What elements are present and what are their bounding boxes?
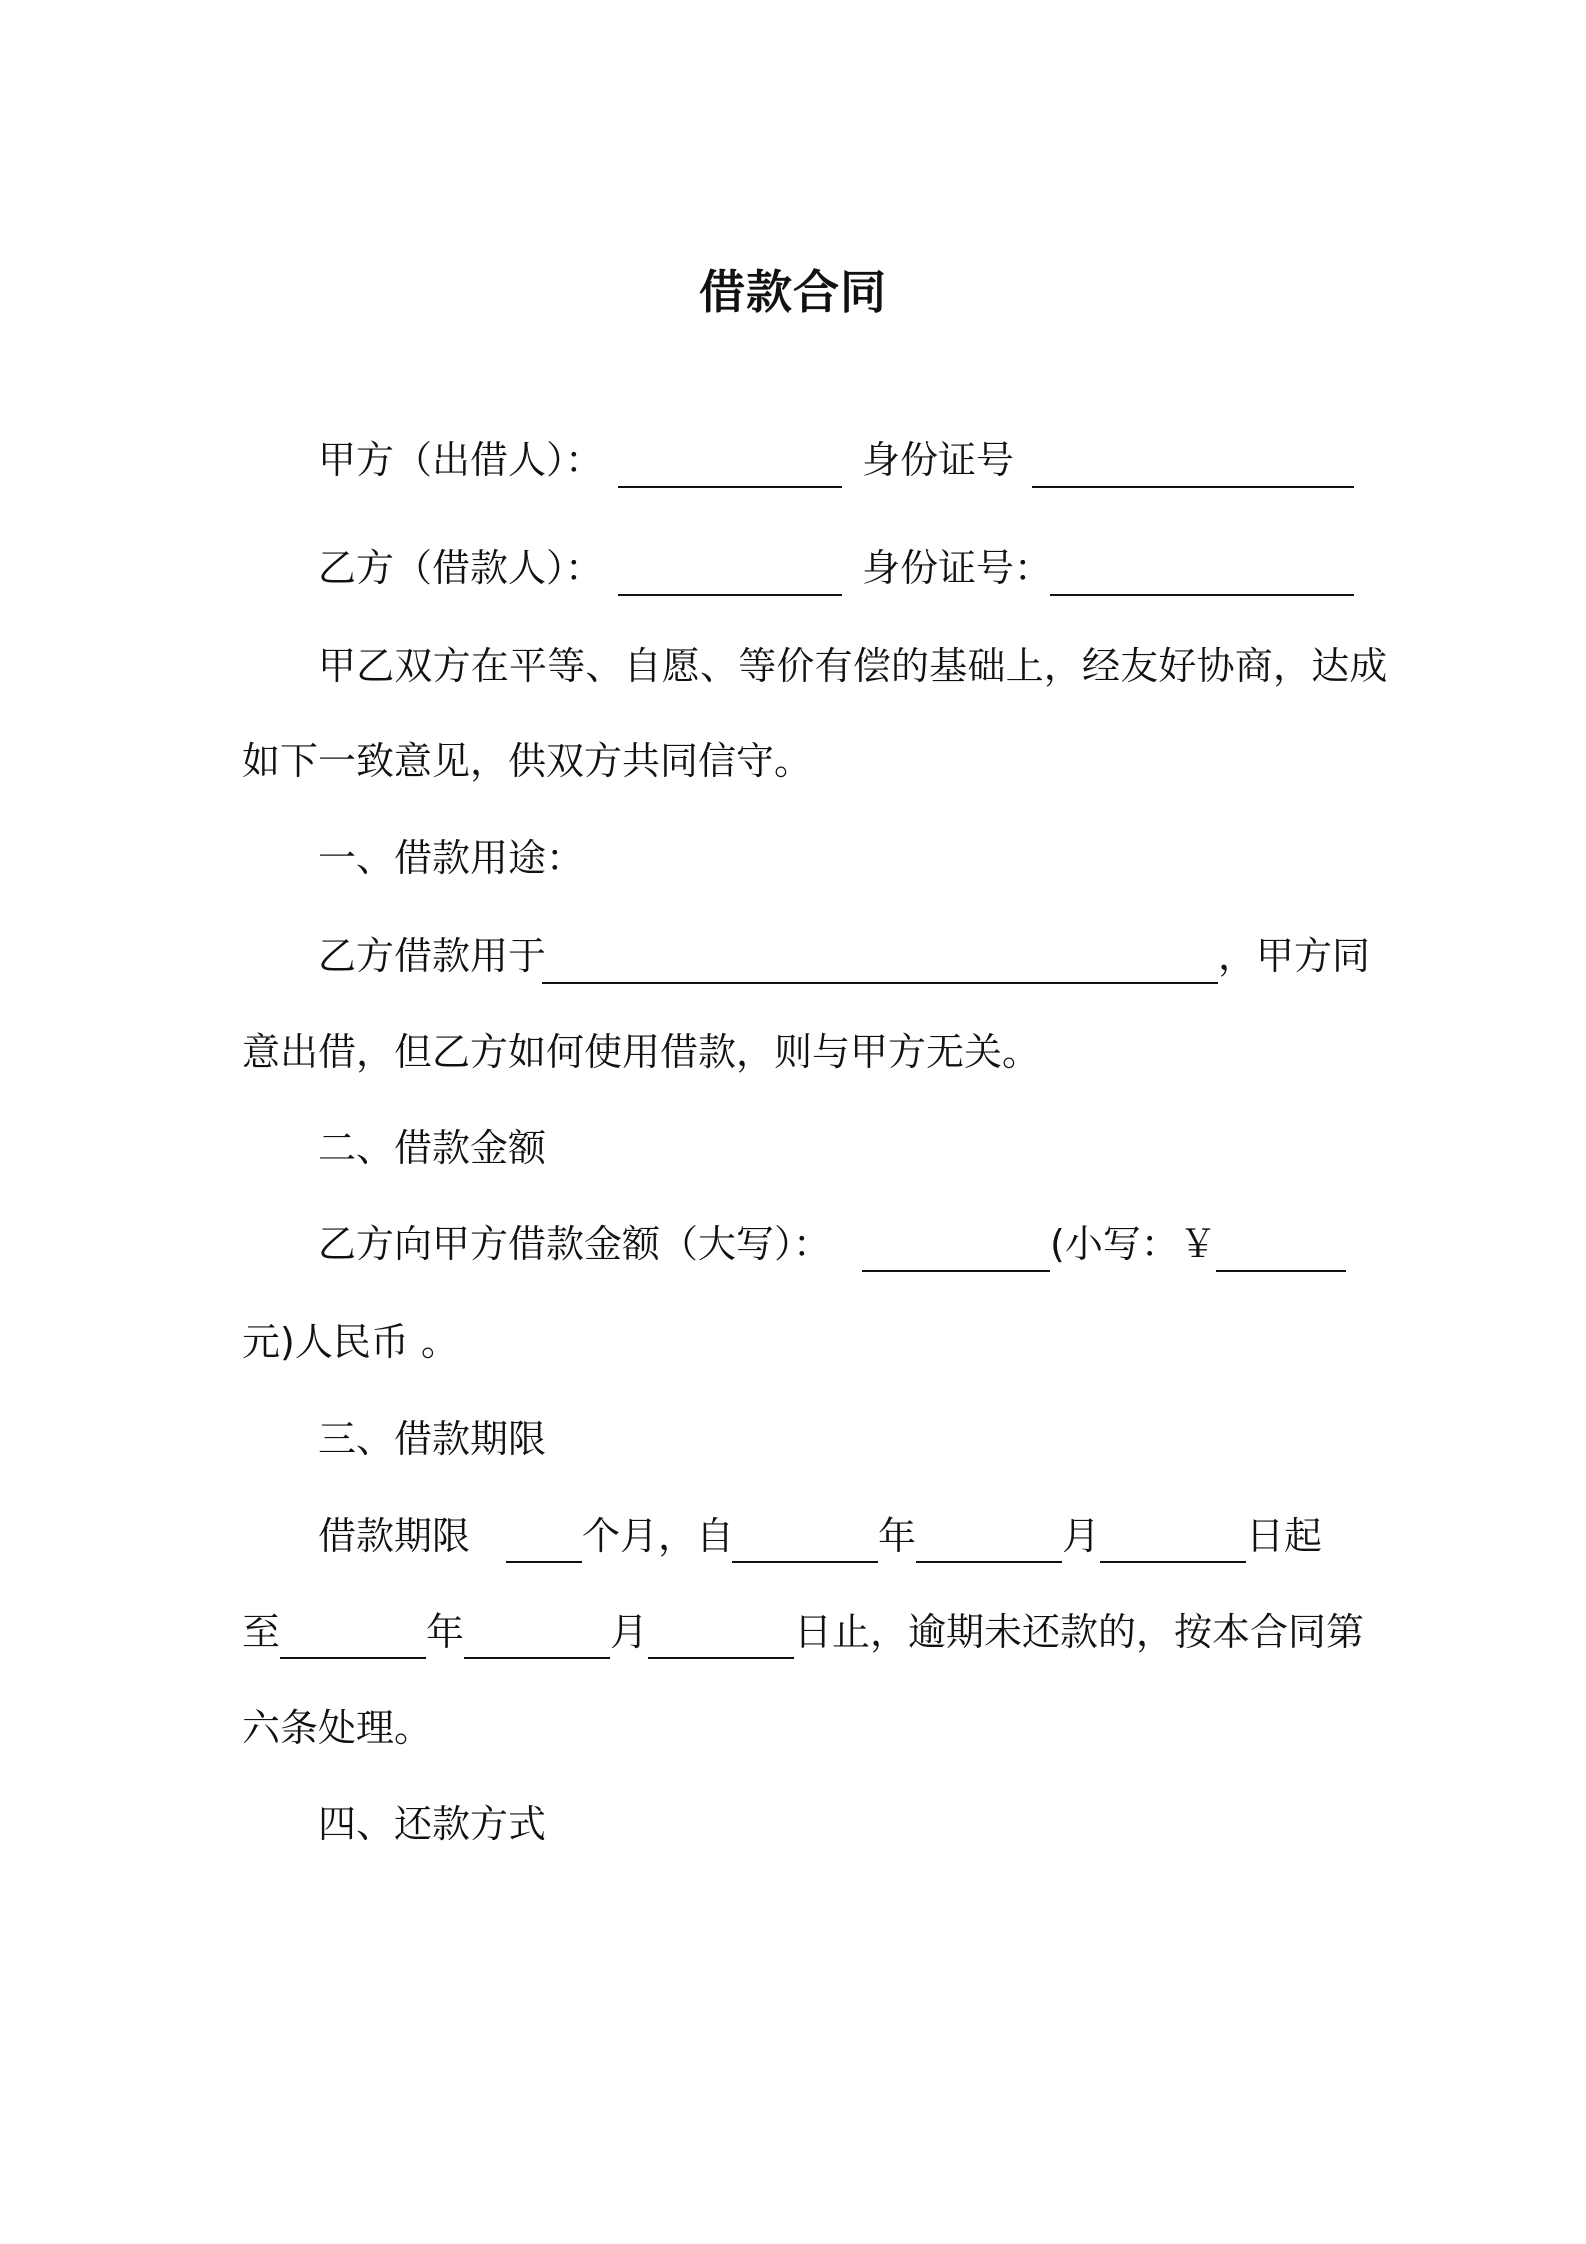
party-a-name-blank <box>618 486 842 488</box>
section-2-heading: 二、借款金额 <box>318 1126 547 1170</box>
section-3-line-2-c: 月 <box>610 1610 649 1654</box>
loan-months-blank <box>506 1561 582 1563</box>
intro-line-1: 甲乙双方在平等、自愿、等价有偿的基础上，经友好协商，达成 <box>318 644 1388 688</box>
party-a-label: 甲方（出借人）： <box>318 438 604 482</box>
section-2-line-1-mid: (小写：￥ <box>1050 1222 1217 1266</box>
section-2-line-2: 元)人民币 。 <box>242 1320 459 1364</box>
section-3-line-1-b: 个月，自 <box>582 1514 735 1558</box>
party-a-id-blank <box>1032 486 1354 488</box>
section-3-line-1-e: 日起 <box>1246 1514 1323 1558</box>
section-3-line-2-b: 年 <box>426 1610 465 1654</box>
section-3-line-1-a: 借款期限 <box>318 1514 471 1558</box>
document-title: 借款合同 <box>699 265 887 319</box>
start-month-blank <box>916 1561 1062 1563</box>
amount-uppercase-blank <box>862 1270 1050 1272</box>
section-1-line-1-suffix: ，甲方同 <box>1218 934 1371 978</box>
start-year-blank <box>732 1561 878 1563</box>
section-3-line-2-d: 日止，逾期未还款的，按本合同第 <box>794 1610 1365 1654</box>
party-b-id-blank <box>1050 594 1354 596</box>
section-3-line-1-c: 年 <box>878 1514 917 1558</box>
section-2-line-1-prefix: 乙方向甲方借款金额（大写）： <box>318 1222 832 1266</box>
party-a-id-label: 身份证号 <box>862 438 1015 482</box>
intro-line-2: 如下一致意见，供双方共同信守。 <box>242 739 813 783</box>
section-3-line-1-d: 月 <box>1062 1514 1101 1558</box>
section-3-line-2-a: 至 <box>242 1610 281 1654</box>
party-b-name-blank <box>618 594 842 596</box>
section-3-heading: 三、借款期限 <box>318 1417 547 1461</box>
end-year-blank <box>280 1657 426 1659</box>
start-day-blank <box>1100 1561 1246 1563</box>
section-1-line-2: 意出借，但乙方如何使用借款，则与甲方无关。 <box>242 1030 1041 1074</box>
loan-purpose-blank <box>542 982 1218 984</box>
party-b-label: 乙方（借款人）： <box>318 546 604 590</box>
section-3-line-3: 六条处理。 <box>242 1706 433 1750</box>
section-1-line-1-prefix: 乙方借款用于 <box>318 934 547 978</box>
section-1-heading: 一、借款用途： <box>318 836 585 880</box>
party-b-id-label: 身份证号： <box>862 546 1053 590</box>
end-month-blank <box>464 1657 610 1659</box>
section-4-heading: 四、还款方式 <box>318 1802 547 1846</box>
end-day-blank <box>648 1657 794 1659</box>
amount-numeric-blank <box>1216 1270 1346 1272</box>
